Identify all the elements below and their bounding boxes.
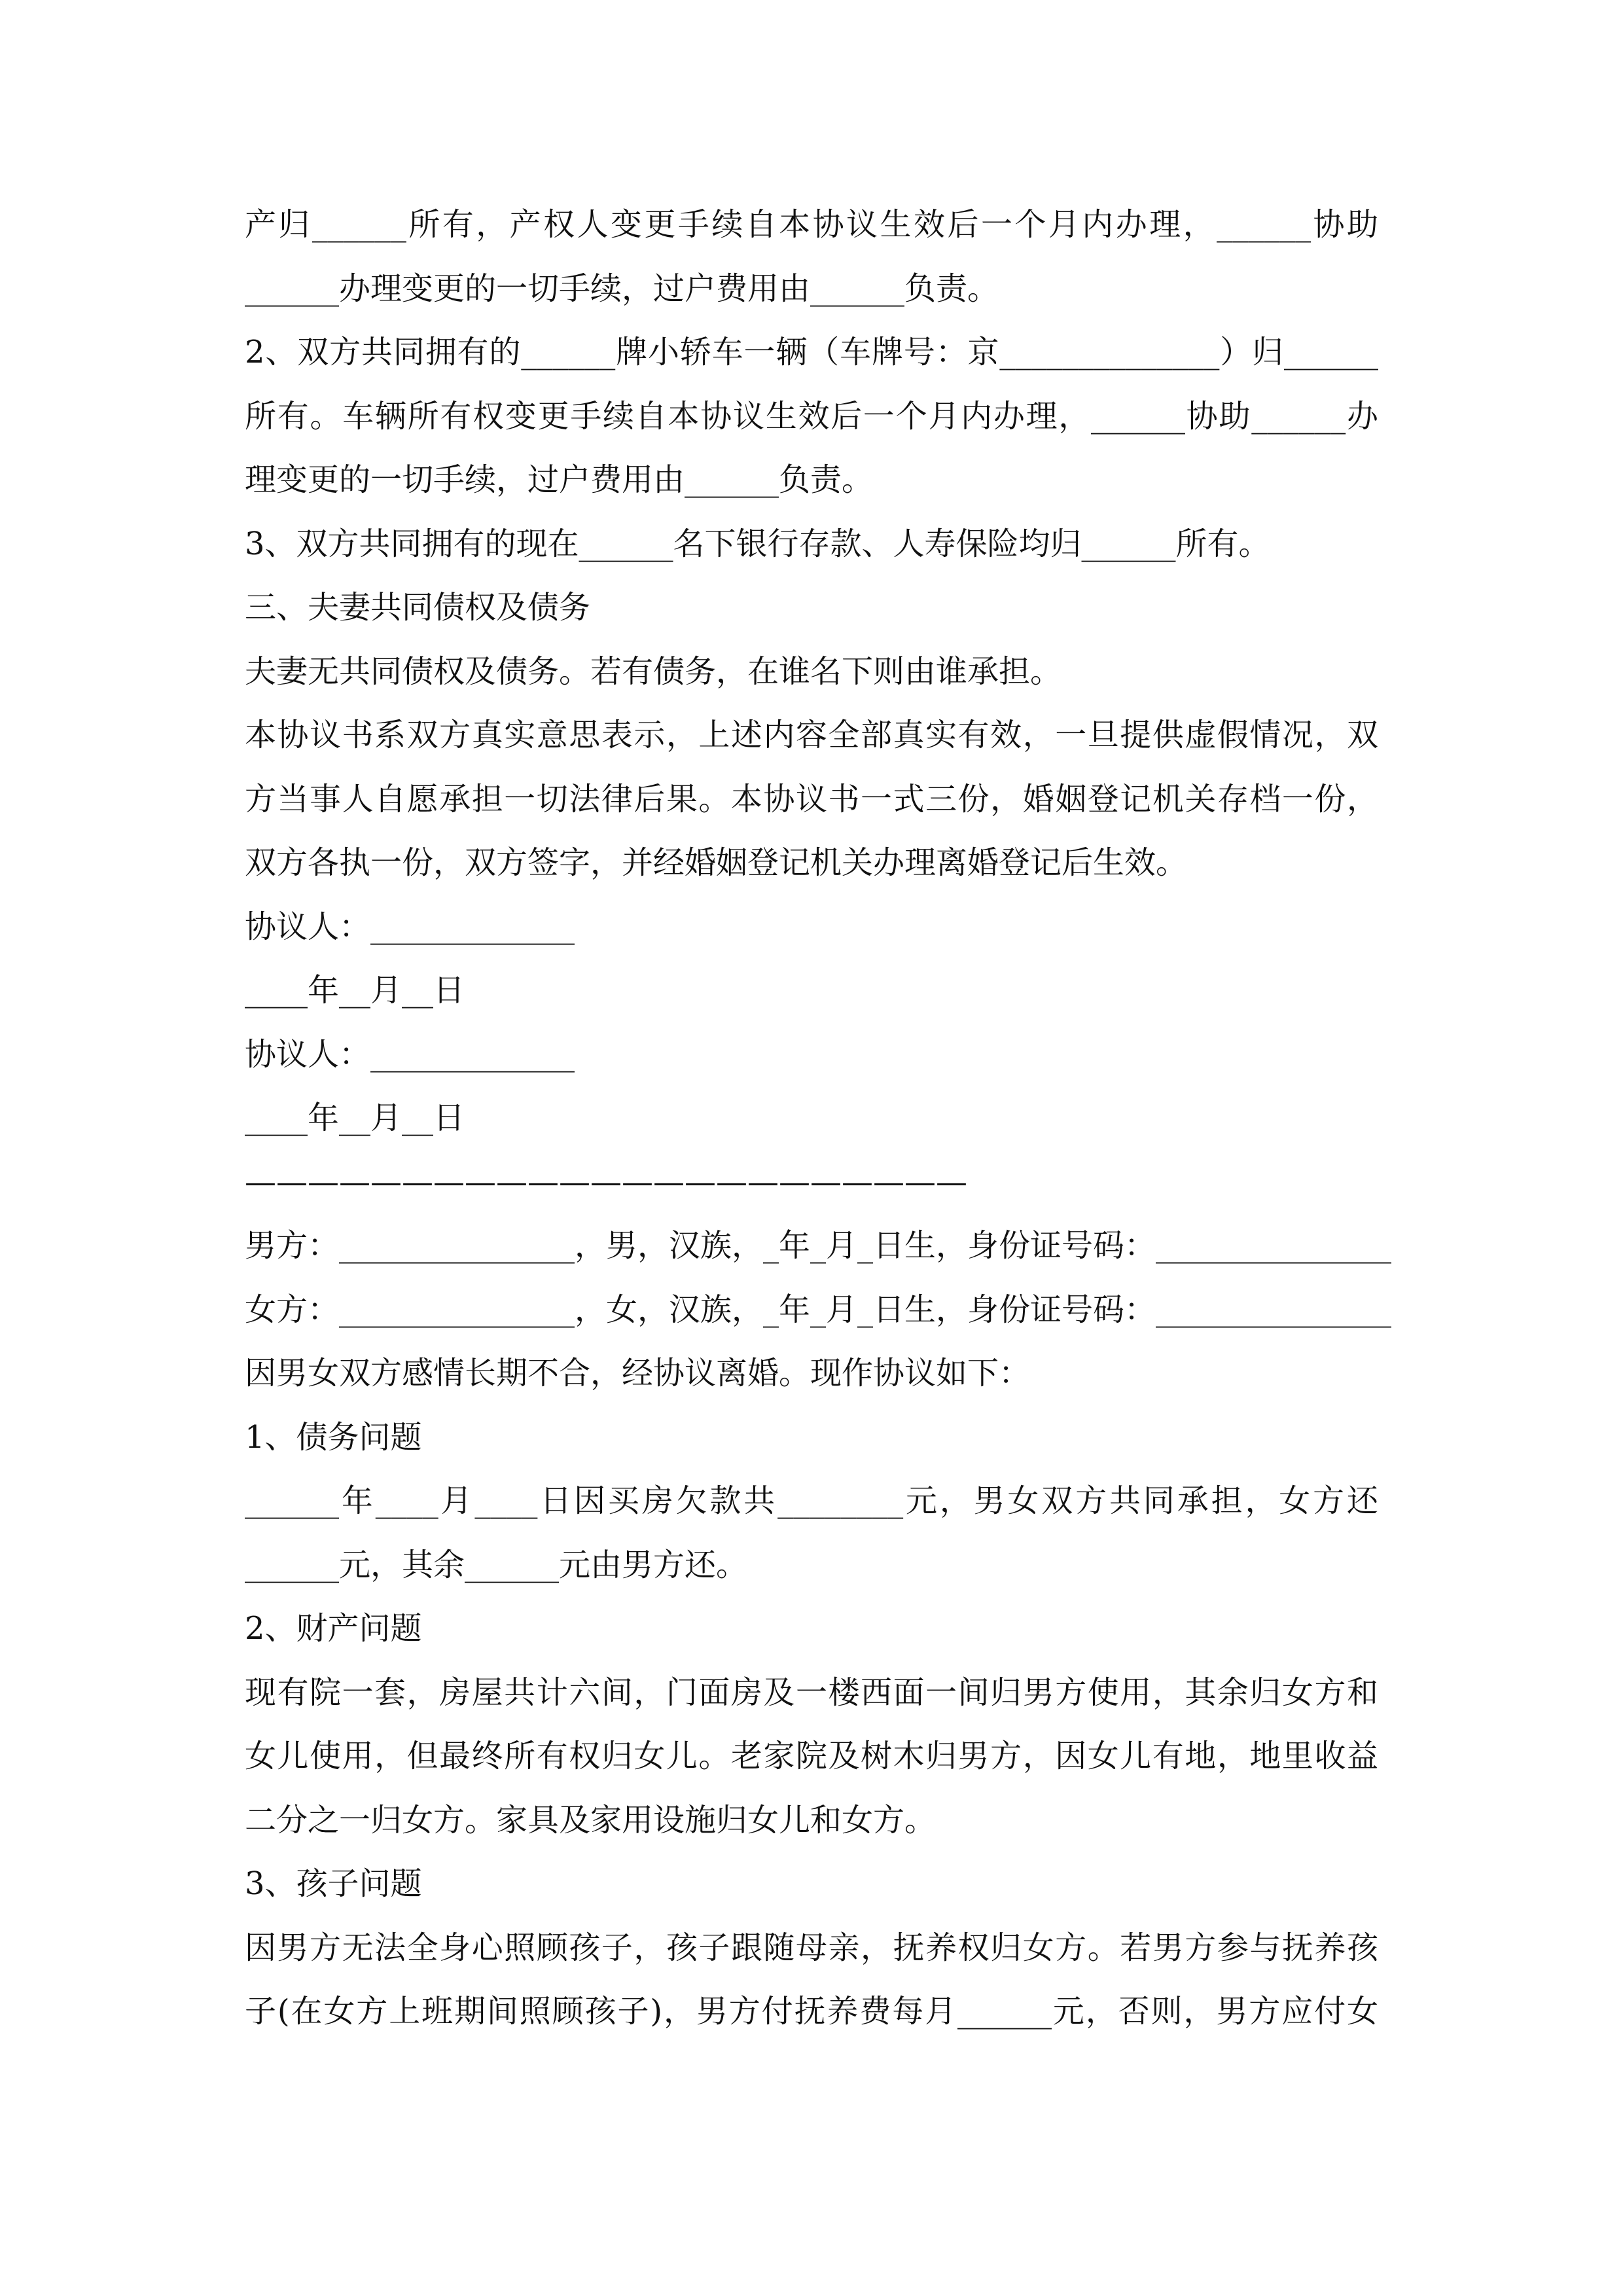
document-line: ______办理变更的一切手续，过户费用由______负责。 [245,270,999,307]
document-line: ______年____月____日因买房欠款共________元，男女双方共同承担，女方还 [245,1482,1378,1519]
document-line: 所有。车辆所有权变更手续自本协议生效后一个月内办理，______协助______办 [245,397,1378,435]
document-line: 因男女双方感情长期不合，经协议离婚。现作协议如下： [245,1355,1031,1391]
document-line: 夫妻无共同债权及债务。若有债务，在谁名下则由谁承担。 [245,653,1062,690]
document-line: 二分之一归女方。家具及家用设施归女儿和女方。 [245,1801,936,1839]
document-line: ____年__月__日 [245,972,465,1009]
document-line: 因男方无法全身心照顾孩子，孩子跟随母亲，抚养权归女方。若男方参与抚养孩 [245,1929,1378,1966]
document-page [245,193,1392,2044]
document-line: 3、双方共同拥有的现在______名下银行存款、人寿保险均归______所有。 [245,525,1270,562]
document-line: 男方：_______________，男，汉族，_年_月_日生，身份证号码：_______________ [245,1227,1392,1264]
document-line: 2、财产问题 [245,1610,422,1647]
document-line: 产归______所有，产权人变更手续自本协议生效后一个月内办理，______协助 [245,206,1378,243]
document-line: ____年__月__日 [245,1100,465,1136]
document-line: 子(在女方上班期间照顾孩子)，男方付抚养费每月______元，否则，男方应付女 [245,1993,1378,2030]
document-line: 2、双方共同拥有的______牌小轿车一辆（车牌号：京______________）归______ [245,334,1378,370]
document-line: 3、孩子问题 [245,1865,422,1902]
document-line: ______元，其余______元由男方还。 [245,1546,748,1583]
document-line: 三、夫妻共同债权及债务 [245,589,591,626]
document-line: 本协议书系双方真实意思表示，上述内容全部真实有效，一旦提供虚假情况，双 [245,717,1378,753]
document-line: 女方：_______________，女，汉族，_年_月_日生，身份证号码：_______________ [245,1291,1392,1328]
document-line: 协议人：_____________ [245,908,575,945]
document-line: 协议人：_____________ [245,1035,575,1073]
document-line: 1、债务问题 [245,1418,422,1456]
document-line: 现有院一套，房屋共计六间，门面房及一楼西面一间归男方使用，其余归女方和 [245,1674,1378,1711]
document-line: 女儿使用，但最终所有权归女儿。老家院及树木归男方，因女儿有地，地里收益 [245,1738,1378,1774]
document-line: 理变更的一切手续，过户费用由______负责。 [245,461,874,498]
document-line: ——————————————————————— [245,1163,967,1200]
document-line: 双方各执一份，双方签字，并经婚姻登记机关办理离婚登记后生效。 [245,844,1188,881]
document-line: 方当事人自愿承担一切法律后果。本协议书一式三份，婚姻登记机关存档一份， [245,780,1378,817]
